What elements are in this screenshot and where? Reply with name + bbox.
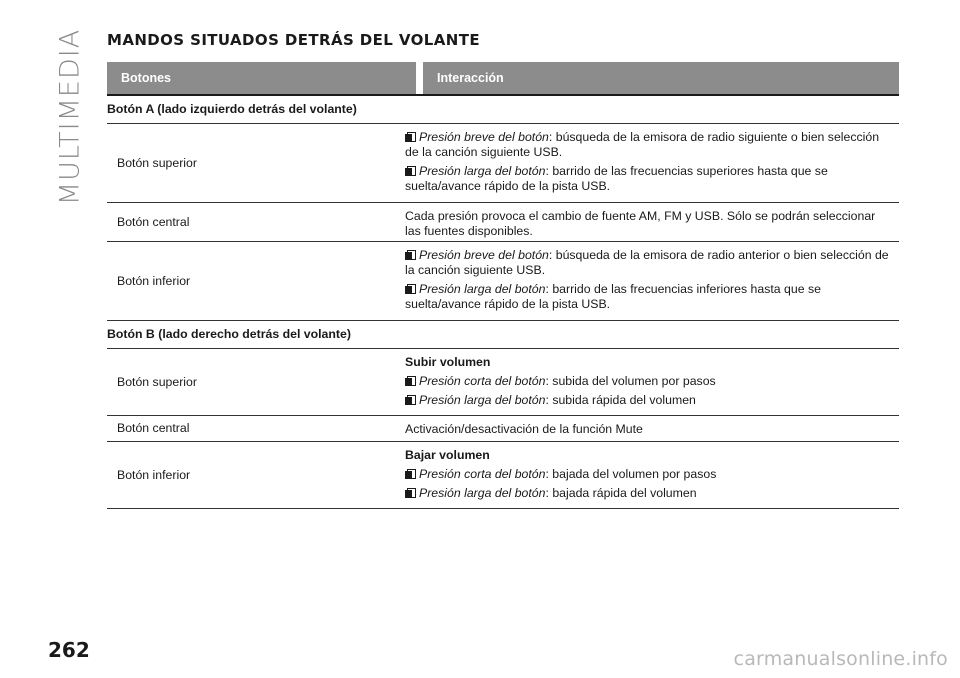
- table-row: [107, 203, 899, 242]
- item-text: : bajada del volumen por pasos: [545, 467, 717, 481]
- row-key: Botón inferior: [117, 467, 191, 482]
- section-title: MANDOS SITUADOS DETRÁS DEL VOLANTE: [107, 31, 480, 49]
- row-key: Botón superior: [117, 374, 197, 389]
- item-emphasis: Presión larga del botón: [419, 486, 546, 500]
- table-row: [107, 442, 899, 509]
- list-item: [405, 282, 889, 312]
- table-header: [107, 62, 899, 94]
- table-row: [107, 242, 899, 321]
- row-key: Botón central: [117, 214, 190, 229]
- bullet-icon: [405, 166, 415, 176]
- item-emphasis: Presión larga del botón: [419, 282, 546, 296]
- item-text: : bajada rápida del volumen: [545, 486, 697, 500]
- item-emphasis: Presión larga del botón: [419, 164, 546, 178]
- item-emphasis: Presión corta del botón: [419, 467, 546, 481]
- header-interaccion: Interacción: [423, 62, 899, 94]
- bullet-icon: [405, 469, 415, 479]
- row-value: [405, 242, 899, 320]
- bullet-icon: [405, 284, 415, 294]
- row-key: Botón superior: [117, 155, 197, 170]
- row-value: Activación/desactivación de la función Mute: [405, 422, 643, 436]
- bullet-icon: [405, 488, 415, 498]
- list-item: [405, 467, 889, 482]
- list-item: [405, 486, 889, 501]
- row-value: [405, 442, 899, 508]
- item-text: : subida del volumen por pasos: [545, 374, 716, 388]
- row-key: Botón central: [117, 421, 190, 435]
- side-section-label: [48, 28, 92, 206]
- item-emphasis: Presión larga del botón: [419, 393, 546, 407]
- group-title-b: Botón B (lado derecho detrás del volante): [107, 321, 899, 349]
- row-key: Botón inferior: [117, 273, 191, 288]
- item-emphasis: Presión breve del botón: [419, 130, 549, 144]
- list-item: [405, 248, 889, 278]
- bullet-icon: [405, 132, 415, 142]
- list-item: [405, 130, 889, 160]
- item-text: : búsqueda de la emisora de radio anterior o bien selección de la canción siguiente USB.: [405, 248, 889, 277]
- row-value: [405, 124, 899, 202]
- item-subtitle: Bajar volumen: [405, 448, 490, 462]
- bullet-icon: [405, 250, 415, 260]
- list-item: [405, 393, 889, 408]
- table-row: [107, 349, 899, 416]
- bullet-icon: [405, 376, 415, 386]
- table-row: [107, 416, 899, 442]
- list-item: [405, 164, 889, 194]
- row-value: [405, 349, 899, 415]
- header-botones: Botones: [107, 62, 416, 94]
- item-text: : subida rápida del volumen: [545, 393, 696, 407]
- row-value: Cada presión provoca el cambio de fuente AM, FM y USB. Sólo se podrán seleccionar las fuentes disponibles.: [405, 209, 876, 238]
- page-number: 262: [48, 638, 90, 662]
- table-row: [107, 124, 899, 203]
- controls-table: [107, 62, 899, 509]
- item-text: : barrido de las frecuencias superiores hasta que se suelta/avance rápido de la pista USB.: [405, 164, 828, 193]
- watermark: carmanualsonline.info: [733, 648, 948, 670]
- bullet-icon: [405, 395, 415, 405]
- side-section-label-text: MULTIMEDIA: [54, 28, 86, 206]
- item-text: : búsqueda de la emisora de radio siguiente o bien selección de la canción siguiente USB.: [405, 130, 880, 159]
- item-emphasis: Presión breve del botón: [419, 248, 549, 262]
- group-title-a: Botón A (lado izquierdo detrás del volante): [107, 96, 899, 124]
- list-item: [405, 374, 889, 389]
- item-text: : barrido de las frecuencias inferiores hasta que se suelta/avance rápido de la pista USB.: [405, 282, 821, 311]
- item-subtitle: Subir volumen: [405, 355, 491, 369]
- item-emphasis: Presión corta del botón: [419, 374, 546, 388]
